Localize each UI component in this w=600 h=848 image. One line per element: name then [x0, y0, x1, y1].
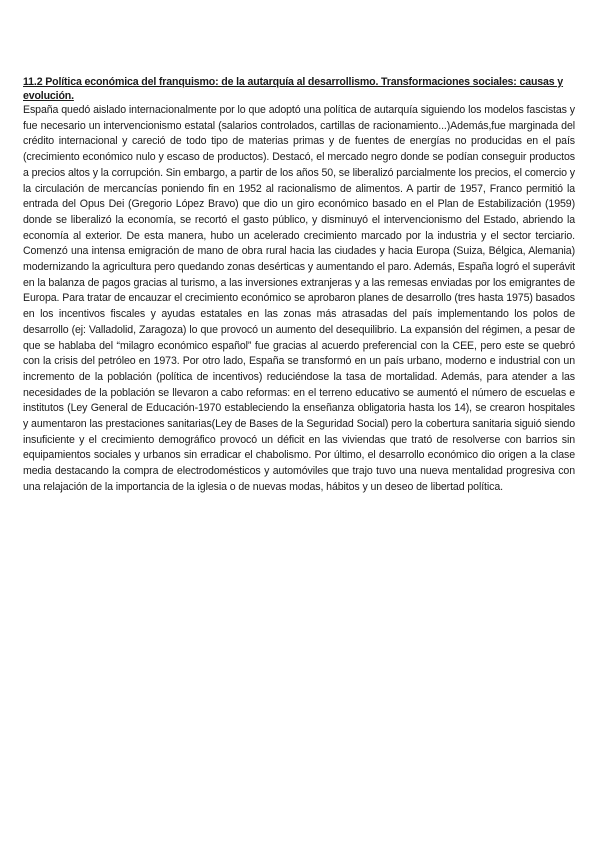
document-title: 11.2 Política económica del franquismo: de la autarquía al desarrollismo. Transformaciones sociales: causas y evolución. [23, 76, 564, 102]
document-page [23, 75, 575, 496]
document-body-paragraph: España quedó aislado internacionalmente por lo que adoptó una política de autarquía siguiendo los modelos fascistas y fue necesario un intervencionismo estatal (salarios controlados, cartillas de racionamiento...)Además,fue marginada del crédito internacional y careció de todo tipo de materias primas y de fuentes de energías no producidas en el país (crecimiento económico nulo y escaso de productos). Destacó, el mercado negro donde se podían conseguir productos a precios altos y la corrupción. Sin embargo, a partir de los años 50, se liberalizó parcialmente los precios, el comercio y la circulación de mercancías poniendo fin en 1952 al racionalismo de alimentos. A partir de 1957, Franco permitió la entrada del Opus Dei (Gregorio López Bravo) que dio un giro económico basado en el Plan de Estabilización (1959) donde se liberalizó la economía, se recortó el gasto público, y disminuyó el intervencionismo del Estado, abriendo la economía al exterior. De esta manera, hubo un acelerado crecimiento marcado por la industria y el sector terciario. Comenzó una intensa emigración de mano de obra rural hacia las ciudades y hacia Europa (Suiza, Bélgica, Alemania) modernizando la agricultura pero quedando zonas desérticas y aumentando el paro. Además, España logró el superávit en la balanza de pagos gracias al turismo, a las inversiones extranjeras y a las remesas enviadas por los emigrantes de Europa. Para tratar de encauzar el crecimiento económico se aprobaron planes de desarrollo (tres hasta 1975) basados en los incentivos fiscales y ayudas estatales en las zonas más atrasadas del país implementando los polos de desarrollo (ej: Valladolid, Zaragoza) lo que provocó un aumento del desequilibrio. La expansión del régimen, a pesar de que se hablaba del “milagro económico español” fue gracias al acuerdo preferencial con la CEE, pero este se quebró con la crisis del petróleo en 1973. Por otro lado, España se transformó en un país urbano, moderno e industrial con un incremento de la población (política de incentivos) reduciéndose la tasa de mortalidad. Además, para atender a las necesidades de la población se llevaron a cabo reformas: en el terreno educativo se aumentó el número de escuelas e institutos (Ley General de Educación-1970 estableciendo la enseñanza obligatoria hasta los 14), se crearon hospitales y aumentaron las prestaciones sanitarias(Ley de Bases de la Seguridad Social) pero la cobertura sanitaria siguió siendo insuficiente y el crecimiento demográfico provocó un déficit en las viviendas que trató de resolverse con barrios sin equipamientos sociales y urbanos sin erradicar el chabolismo. Por último, el desarrollo económico dio origen a la clase media destacando la compra de electrodomésticos y automóviles que trajo tuvo una nueva mentalidad progresiva con una relajación de la importancia de la iglesia o de nuevas modas, hábitos y un deseo de libertad política. [23, 104, 575, 493]
